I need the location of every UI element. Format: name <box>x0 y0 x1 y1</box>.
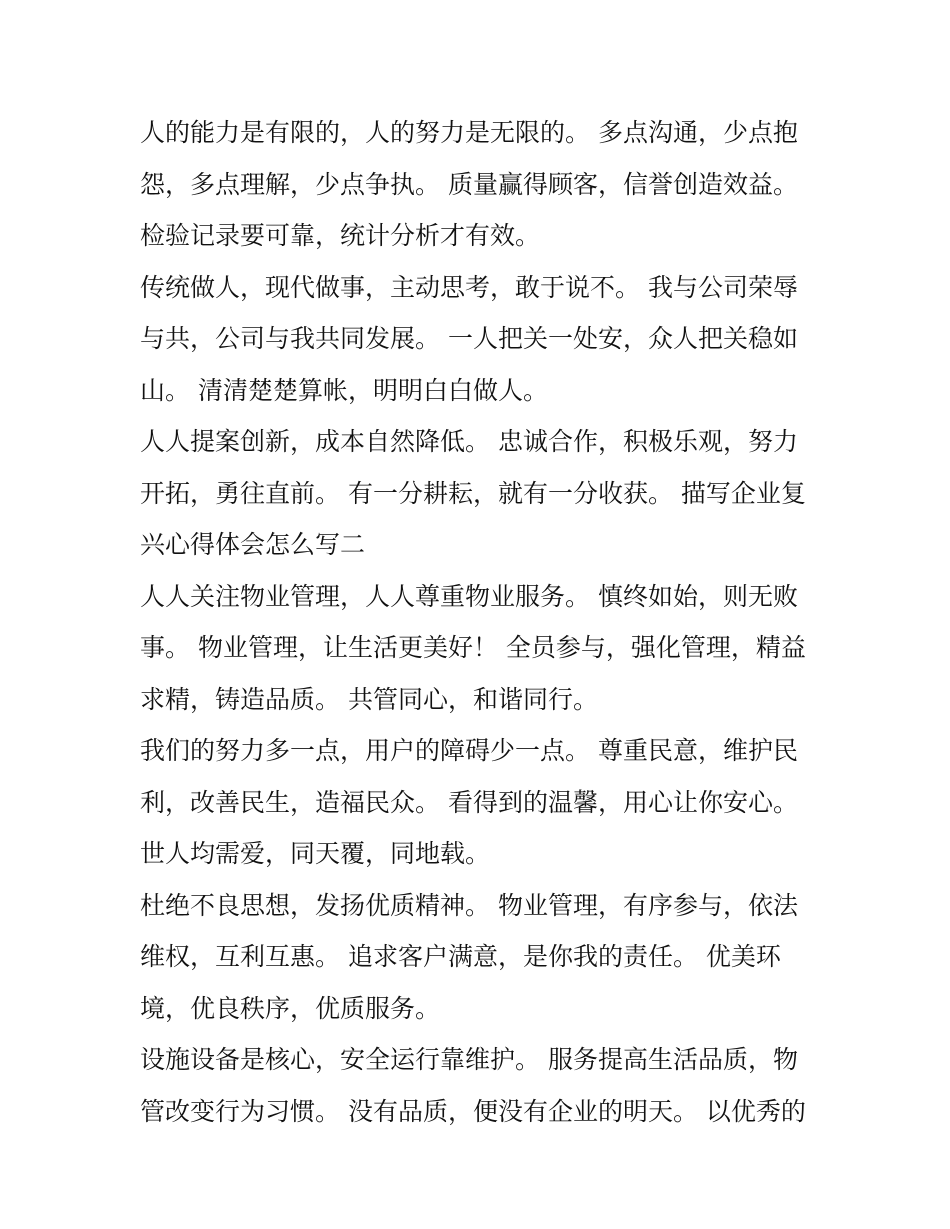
paragraph-3 <box>140 416 820 571</box>
text-line: 开拓，勇往直前。 有一分耕耘，就有一分收获。 描写企业复 <box>140 478 806 508</box>
paragraph-5 <box>140 725 820 880</box>
paragraph-2 <box>140 262 820 417</box>
text-line: 管改变行为习惯。 没有品质，便没有企业的明天。 以优秀的 <box>140 1096 806 1126</box>
document-body <box>140 107 820 1137</box>
paragraph-7 <box>140 1034 820 1137</box>
text-line: 我们的努力多一点，用户的障碍少一点。 尊重民意，维护民 <box>140 736 798 765</box>
text-line: 世人均需爱，同天覆，同地载。 <box>140 839 491 868</box>
text-line: 兴心得体会怎么写二 <box>140 530 366 559</box>
text-line: 与共，公司与我共同发展。 一人把关一处安，众人把关稳如 <box>140 324 798 353</box>
text-line: 利，改善民生，造福民众。 看得到的温馨，用心让你安心。 <box>140 787 798 817</box>
paragraph-1 <box>140 107 820 262</box>
text-line: 山。 清清楚楚算帐，明明白白做人。 <box>140 375 548 405</box>
text-line: 人人提案创新，成本自然降低。 忠诚合作，积极乐观，努力 <box>140 427 798 456</box>
text-line: 怨，多点理解，少点争执。 质量赢得顾客，信誉创造效益。 <box>140 169 798 199</box>
text-line: 求精，铸造品质。 共管同心，和谐同行。 <box>140 684 598 714</box>
paragraph-4 <box>140 571 820 726</box>
text-line: 设施设备是核心，安全运行靠维护。 服务提高生活品质，物 <box>140 1045 798 1074</box>
text-line: 维权，互利互惠。 追求客户满意，是你我的责任。 优美环 <box>140 942 781 971</box>
text-line: 人的能力是有限的，人的努力是无限的。 多点沟通，少点抱 <box>140 118 798 147</box>
text-line: 传统做人，现代做事，主动思考，敢于说不。 我与公司荣辱 <box>140 272 798 302</box>
text-line: 检验记录要可靠，统计分析才有效。 <box>140 221 541 250</box>
text-line: 杜绝不良思想，发扬优质精神。 物业管理，有序参与，依法 <box>140 890 798 920</box>
text-line: 事。 物业管理，让生活更美好！ 全员参与，强化管理，精益 <box>140 633 806 662</box>
text-line: 人人关注物业管理，人人尊重物业服务。 慎终如始，则无败 <box>140 581 798 611</box>
paragraph-6 <box>140 880 820 1035</box>
text-line: 境，优良秩序，优质服务。 <box>140 993 441 1023</box>
